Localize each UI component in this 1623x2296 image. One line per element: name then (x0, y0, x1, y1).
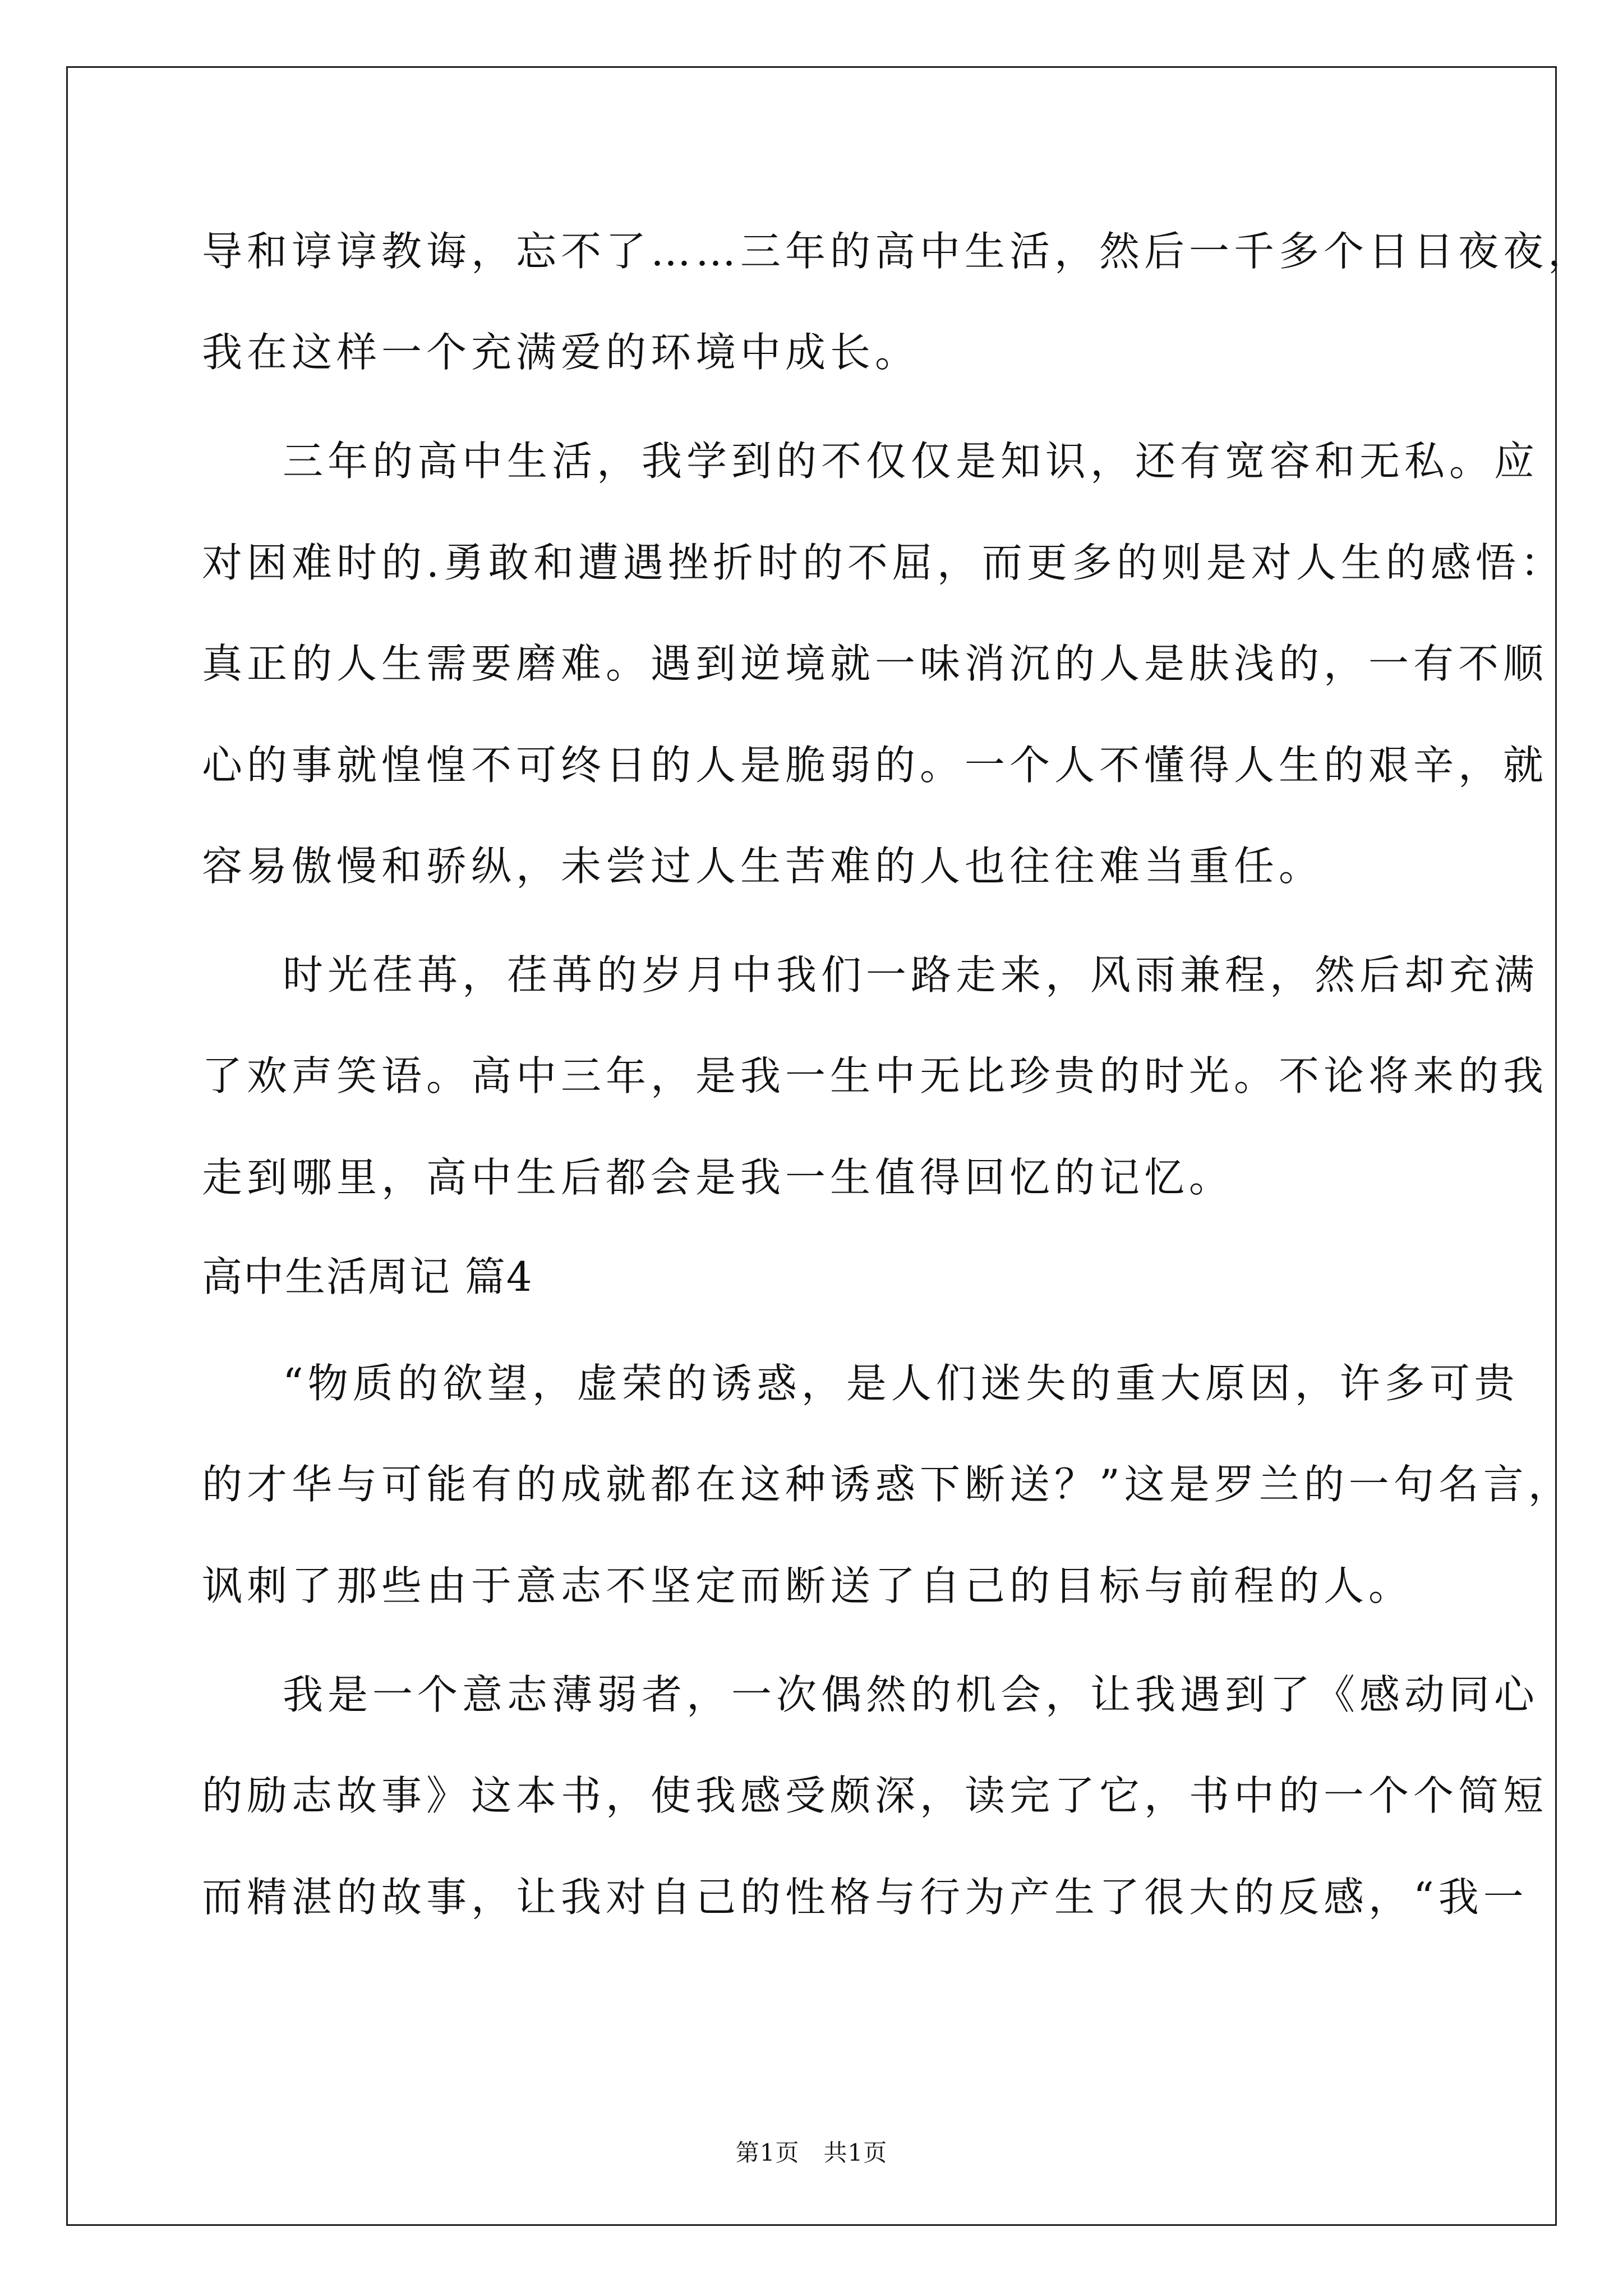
paragraph-line: 导和谆谆教诲，忘不了……三年的高中生活，然后一千多个日日夜夜， (202, 228, 1593, 275)
paragraph-line: 的励志故事》这本书，使我感受颇深，读完了它，书中的一个个简短 (202, 1772, 1548, 1819)
paragraph-line: 容易傲慢和骄纵，未尝过人生苦难的人也往往难当重任。 (202, 843, 1324, 890)
paragraph-line: “物质的欲望，虚荣的诱惑，是人们迷失的重大原因，许多可贵 (283, 1360, 1519, 1407)
paragraph-line: 三年的高中生活，我学到的不仅仅是知识，还有宽容和无私。应 (283, 438, 1539, 485)
paragraph-line: 讽刺了那些由于意志不坚定而断送了自己的目标与前程的人。 (202, 1562, 1414, 1609)
paragraph-line: 了欢声笑语。高中三年，是我一生中无比珍贵的时光。不论将来的我 (202, 1052, 1548, 1099)
paragraph-line: 真正的人生需要磨难。遇到逆境就一味消沉的人是肤浅的，一有不顺 (202, 640, 1548, 687)
paragraph-line: 心的事就惶惶不可终日的人是脆弱的。一个人不懂得人生的艰辛，就 (202, 742, 1548, 789)
paragraph-line: 的才华与可能有的成就都在这种诱惑下断送？”这是罗兰的一句名言， (202, 1461, 1573, 1508)
page-footer: 第1页 共1页 (735, 2139, 888, 2166)
paragraph-line: 我在这样一个充满爱的环境中成长。 (202, 329, 920, 376)
paragraph-line: 我是一个意志薄弱者，一次偶然的机会，让我遇到了《感动同心 (283, 1671, 1539, 1718)
section-heading: 高中生活周记 篇4 (202, 1253, 533, 1300)
paragraph-line: 对困难时的.勇敢和遭遇挫折时的不屈，而更多的则是对人生的感悟： (202, 539, 1565, 586)
paragraph-line: 走到哪里，高中生后都会是我一生值得回忆的记忆。 (202, 1154, 1234, 1201)
paragraph-line: 时光荏苒，荏苒的岁月中我们一路走来，风雨兼程，然后却充满 (283, 951, 1539, 999)
paragraph-line: 而精湛的故事，让我对自己的性格与行为产生了很大的反感，“我一 (202, 1874, 1528, 1921)
